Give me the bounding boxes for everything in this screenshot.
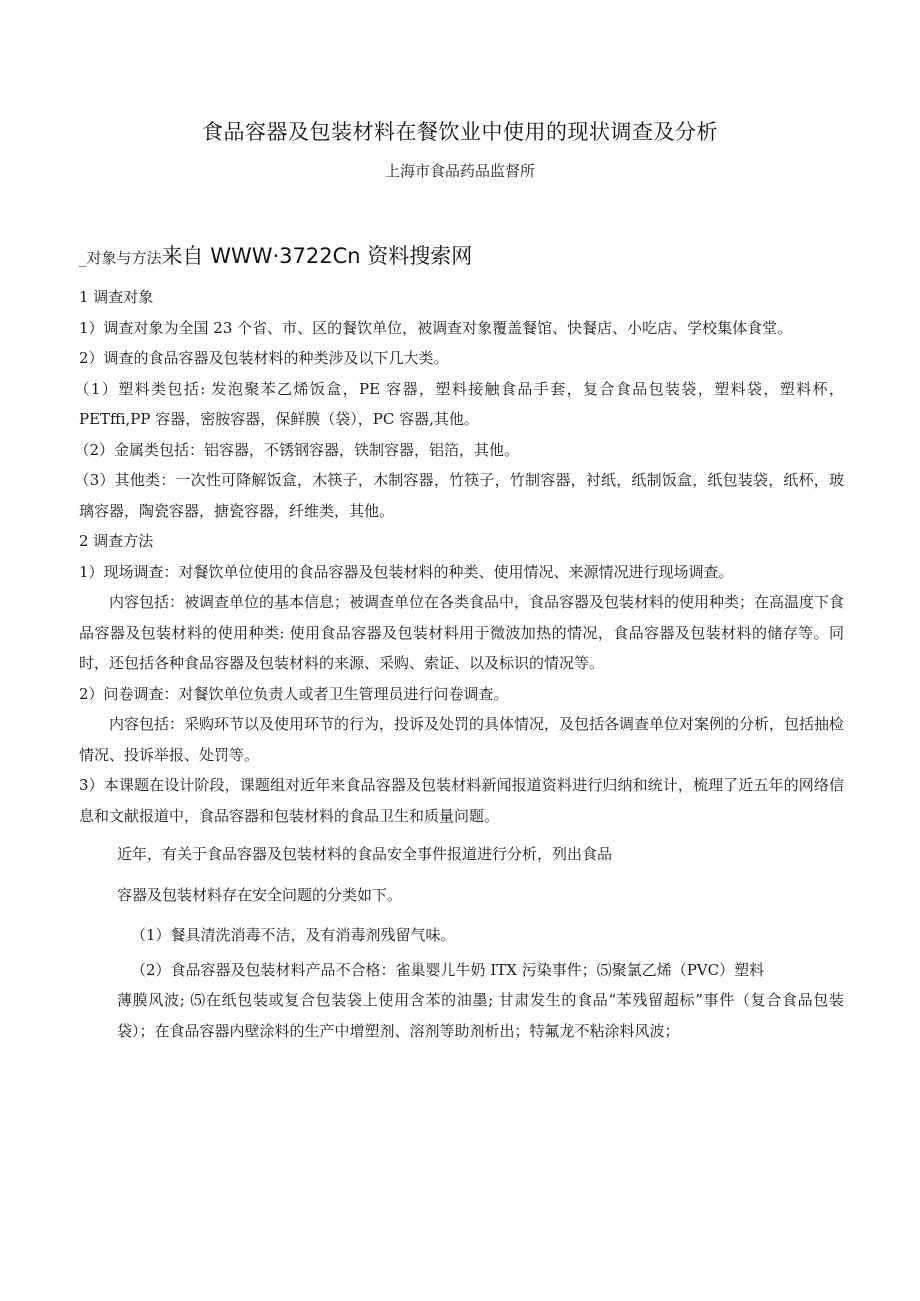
paragraph: 1）现场调查：对餐饮单位使用的食品容器及包装材料的种类、使用情况、来源情况进行现场调查。 — [79, 562, 734, 581]
document-body — [74, 282, 845, 1046]
list-item: （1）塑料类包括: 发泡聚苯乙烯饭盒，PE 容器，塑料接触食品手套，复合食品包装袋，塑料袋，塑料杯，PETffi,PP 容器，密胺容器，保鲜膜（袋），PC 容器,其他。 — [74, 379, 844, 428]
subheading-survey-methods: 2 调查方法 — [79, 532, 154, 550]
list-item: （3）其他类：一次性可降解饭盒，木筷子，木制容器，竹筷子，竹制容器，衬纸，纸制饭盒，纸包装袋，纸杯，玻璃容器，陶瓷容器，搪瓷容器，纤维类，其他。 — [74, 471, 844, 520]
paragraph: 2）调查的食品容器及包装材料的种类涉及以下几大类。 — [79, 349, 449, 367]
paragraph: 1）调查对象为全国 23 个省、市、区的餐饮单位，被调查对象覆盖餐馆、快餐店、小吃店、学校集体食堂。 — [79, 318, 793, 337]
document-title: 食品容器及包装材料在餐饮业中使用的现状调查及分析 — [202, 120, 718, 144]
paragraph: 内容包括：被调查单位的基本信息；被调查单位在各类食品中，食品容器及包装材料的使用种类；在高温度下食品容器及包装材料的使用种类: 使用食品容器及包装材料用于微波加热的情况，食品容器及包装材料的储存等。同时，还包括各种食品容器及包装材料的来源、采购、索证、以及标识的情况等。 — [79, 593, 845, 672]
paragraph: 3）本课题在设计阶段，课题组对近年来食品容器及包装材料新闻报道资料进行归纳和统计，梳理了近五年的网络信息和文献报道中，食品容器和包装材料的食品卫生和质量问题。 — [79, 776, 844, 825]
section-heading-label: _对象与方法 — [79, 249, 162, 267]
paragraph: 容器及包装材料存在安全问题的分类如下。 — [117, 885, 403, 904]
paragraph: 近年，有关于食品容器及包装材料的食品安全事件报道进行分析，列出食品 — [117, 845, 613, 863]
paragraph: 2）问卷调查：对餐饮单位负责人或者卫生管理员进行问卷调查。 — [79, 684, 509, 703]
document-author: 上海市食品药品监督所 — [384, 162, 535, 180]
list-item: （2）食品容器及包装材料产品不合格：雀巢婴儿牛奶 ITX 污染事件；⑸聚氯乙烯（PVC）塑料 — [131, 960, 765, 979]
subheading-survey-objects: 1 调查对象 — [79, 288, 154, 306]
paragraph: 内容包括：采购环节以及使用环节的行为，投诉及处罚的具体情况，及包括各调查单位对案例的分析，包括抽检情况、投诉举报、处罚等。 — [79, 715, 845, 764]
list-item: （1）餐具清洗消毒不洁，及有消毒剂残留气味。 — [131, 926, 456, 944]
watermark-text: 来自 WWW·3722Cn 资料搜索网 — [161, 244, 473, 268]
list-item-continuation: 薄膜风波; ⑸在纸包装或复合包装袋上使用含苯的油墨; 甘肃发生的食品“苯残留超标”事件（复合食品包装袋）；在食品容器内壁涂料的生产中增塑剂、溶剂等助剂析出；特氟龙不粘涂料风波； — [117, 991, 844, 1040]
section-heading — [79, 240, 472, 270]
list-item: （2）金属类包括：铝容器，不锈钢容器，铁制容器，铝箔，其他。 — [74, 440, 520, 459]
